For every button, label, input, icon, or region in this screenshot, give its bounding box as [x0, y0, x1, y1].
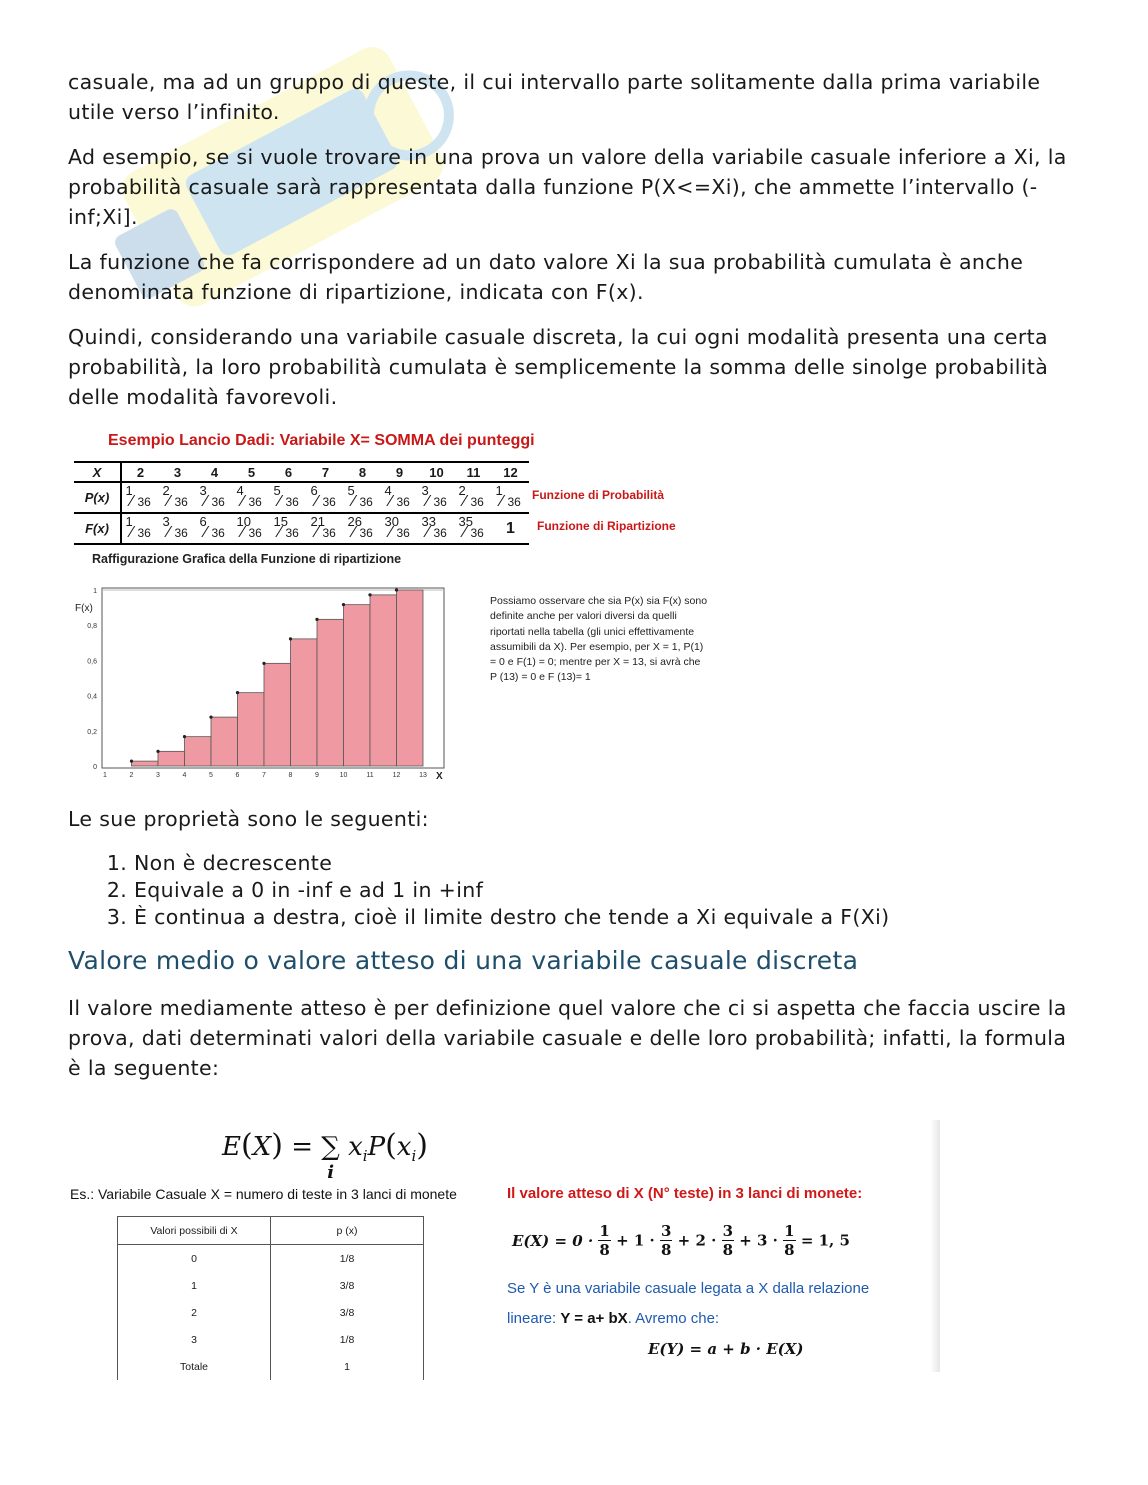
fraction-slash: ⁄: [204, 493, 208, 510]
properties-list: [68, 850, 890, 931]
cdf-point: [315, 618, 318, 621]
fraction-cell: [307, 482, 344, 513]
fraction-cell: [196, 482, 233, 513]
x-axis-label: X: [436, 771, 443, 782]
numerator: 2: [162, 483, 170, 498]
fx-header: F(x): [74, 513, 121, 544]
y-tick-label: 1: [93, 588, 97, 595]
x-value: 9: [381, 462, 418, 482]
fraction-slash: ⁄: [352, 524, 356, 541]
cdf-bar: [317, 619, 344, 766]
fraction-cell: [344, 513, 381, 544]
fraction: [161, 483, 195, 509]
denominator: 36: [285, 495, 299, 509]
cdf-point: [156, 750, 159, 753]
cdf-bar: [291, 639, 318, 766]
fraction-slash: ⁄: [315, 524, 319, 541]
x-tick-label: 8: [288, 772, 293, 779]
x-value: 6: [270, 462, 307, 482]
label-funzione-probabilita: Funzione di Probabilità: [532, 488, 664, 502]
list-item: 2. Equivale a 0 in -inf e ad 1 in +inf: [134, 877, 890, 904]
cdf-bar: [185, 737, 212, 766]
numerator: 6: [199, 514, 207, 529]
denominator: 36: [174, 495, 188, 509]
x-value: 3: [159, 462, 196, 482]
numerator: 2: [458, 483, 466, 498]
numerator: 5: [273, 483, 281, 498]
x-header: X: [74, 462, 121, 482]
x-value: 2: [121, 462, 159, 482]
x-value: 7: [307, 462, 344, 482]
panel-shadow: [930, 1120, 940, 1372]
list-item: 1. Non è decrescente: [134, 850, 890, 877]
cdf-point: [236, 691, 239, 694]
fraction-slash: ⁄: [167, 493, 171, 510]
table-cell: 1: [118, 1272, 271, 1299]
fraction-cell: [492, 482, 529, 513]
x-value: 12: [492, 462, 529, 482]
fraction: [346, 483, 380, 509]
fraction-cell: [455, 482, 492, 513]
cdf-bar: [397, 590, 424, 766]
fraction-cell: [159, 513, 196, 544]
paragraph-2: Ad esempio, se si vuole trovare in una prova un valore della variabile casuale inferiore a Xi, la probabilità casuale sarà rappresentata dalla funzione P(X<=Xi), che ammette l’intervallo (-inf;Xi].: [68, 145, 1067, 229]
denominator: 36: [137, 495, 151, 509]
fraction: [383, 483, 417, 509]
fraction: [272, 514, 306, 540]
fraction-cell: [455, 513, 492, 544]
fraction: [198, 514, 232, 540]
chart-title: Raffigurazione Grafica della Funzione di ripartizione: [92, 552, 402, 566]
paragraph-4: Quindi, considerando una variabile casuale discreta, la cui ogni modalità presenta una certa probabilità, la loro probabilità cumulata è semplicemente la somma delle sinolge probabilità delle modalità favorevoli.: [68, 325, 1049, 409]
y-tick-label: 0,6: [87, 658, 97, 666]
fraction: [124, 514, 158, 540]
denominator: 36: [137, 526, 151, 540]
paragraph-1: casuale, ma ad un gruppo di queste, il cui intervallo parte solitamente dalla prima variabile utile verso l’infinito.: [68, 70, 1041, 124]
term-p: P: [367, 1132, 386, 1162]
linear-text-a: lineare:: [507, 1310, 561, 1327]
y-tick-label: 0,8: [87, 623, 97, 631]
coin-header-p: p (x): [271, 1217, 424, 1245]
denominator: 36: [470, 495, 484, 509]
fraction-slash: ⁄: [500, 493, 504, 510]
y-axis-label: F(x): [75, 603, 93, 614]
denominator: 36: [211, 526, 225, 540]
cdf-bar: [158, 751, 185, 766]
fraction-cell: [159, 482, 196, 513]
paragraph-3: La funzione che fa corrispondere ad un dato valore Xi la sua probabilità cumulata è anche denominata funzione di ripartizione, indicata con F(x).: [68, 250, 1024, 304]
cdf-bar: [370, 595, 397, 766]
cdf-bar: [132, 761, 159, 766]
fraction-cell: [270, 513, 307, 544]
sum-index: i: [327, 1162, 335, 1183]
fraction-slash: ⁄: [130, 493, 134, 510]
x-value: 8: [344, 462, 381, 482]
denominator: 36: [433, 526, 447, 540]
fraction-slash: ⁄: [130, 524, 134, 541]
linear-relation-line2: [507, 1310, 719, 1327]
x-tick-label: 5: [209, 772, 213, 779]
denominator: 36: [285, 526, 299, 540]
linear-text-b: Y = a+ bX: [560, 1310, 628, 1327]
fraction-slash: ⁄: [352, 493, 356, 510]
cdf-bar: [238, 693, 265, 766]
fraction-slash: ⁄: [278, 493, 282, 510]
x-tick-label: 7: [262, 772, 266, 779]
px-header: P(x): [74, 482, 121, 513]
formula-equals: =: [291, 1132, 313, 1162]
fraction-cell: [233, 482, 270, 513]
fraction-slash: ⁄: [389, 524, 393, 541]
denominator: 36: [322, 526, 336, 540]
fraction-cell: [121, 513, 159, 544]
cdf-point: [130, 760, 133, 763]
fraction-slash: ⁄: [463, 524, 467, 541]
term-sub: i: [362, 1147, 368, 1166]
table-cell: 0: [118, 1245, 271, 1273]
numerator: 15: [273, 514, 288, 529]
x-value: 11: [455, 462, 492, 482]
linear-formula: E(Y) = a + b · E(X): [648, 1340, 804, 1358]
fraction-slash: ⁄: [278, 524, 282, 541]
table-cell: 1: [271, 1353, 424, 1380]
fraction-cell: [381, 513, 418, 544]
cdf-point: [395, 588, 398, 591]
y-tick-label: 0,2: [87, 728, 97, 736]
fraction-cell: [418, 482, 455, 513]
x-value: 5: [233, 462, 270, 482]
numerator: 35: [458, 514, 473, 529]
fraction-slash: ⁄: [463, 493, 467, 510]
fraction: [346, 514, 380, 540]
table-cell: 3/8: [271, 1272, 424, 1299]
cdf-bar: [264, 663, 291, 766]
chart-note: Possiamo osservare che sia P(x) sia F(x) sono definite anche per valori diversi da quelli riportati nella tabella (gli unici effettivamente assumibili da X). Per esempio, per X = 1, P(1) = 0 e F(1) = 0; mentre per X = 13, si avrà che P (13) = 0 e F (13)= 1: [490, 595, 708, 684]
list-item: 3. È continua a destra, cioè il limite destro che tende a Xi equivale a F(Xi): [134, 904, 890, 931]
cdf-point: [209, 716, 212, 719]
label-funzione-ripartizione: Funzione di Ripartizione: [537, 519, 676, 533]
calc-result: = 1, 5: [800, 1231, 850, 1250]
denominator: 36: [470, 526, 484, 540]
table-cell: 1/8: [271, 1326, 424, 1353]
fraction: [235, 483, 269, 509]
coin-example-caption: Es.: Variabile Casuale X = numero di teste in 3 lanci di monete: [70, 1186, 457, 1202]
table-cell: 3/8: [271, 1299, 424, 1326]
term-x2-sub: i: [411, 1147, 417, 1166]
cdf-chart: [72, 572, 442, 787]
fraction: [198, 483, 232, 509]
x-tick-label: 9: [315, 772, 319, 779]
dice-figure-title: Esempio Lancio Dadi: Variabile X= SOMMA dei punteggi: [108, 432, 535, 449]
cdf-point: [289, 637, 292, 640]
fraction-cell: [344, 482, 381, 513]
fraction: [235, 514, 269, 540]
cdf-point: [342, 603, 345, 606]
cdf-point: [368, 593, 371, 596]
denominator: 36: [396, 495, 410, 509]
numerator: 3: [162, 514, 170, 529]
fraction: [457, 483, 491, 509]
fraction: [309, 483, 343, 509]
fraction: [457, 514, 491, 540]
numerator: 5: [347, 483, 355, 498]
fraction-cell: [381, 482, 418, 513]
linear-relation-line1: Se Y è una variabile casuale legata a X dalla relazione: [507, 1280, 870, 1297]
x-tick-label: 4: [182, 772, 187, 779]
x-value: 4: [196, 462, 233, 482]
fraction: [383, 514, 417, 540]
cdf-bar: [344, 605, 371, 766]
expected-value-formula: E(X) = ∑ i $x_iP(x_i)$: [222, 1128, 428, 1183]
fraction-cell: [233, 513, 270, 544]
fraction: [420, 514, 454, 540]
denominator: 36: [248, 526, 262, 540]
x-value: 10: [418, 462, 455, 482]
fraction-slash: ⁄: [241, 524, 245, 541]
term-x: x: [348, 1132, 363, 1162]
calc-lhs: E(X) = 0 ·: [512, 1231, 594, 1250]
fraction-slash: ⁄: [204, 524, 208, 541]
expected-value-title: Il valore atteso di X (N° teste) in 3 lanci di monete:: [507, 1185, 863, 1202]
coin-table: [117, 1216, 424, 1380]
fraction-slash: ⁄: [426, 524, 430, 541]
x-tick-label: 2: [129, 772, 134, 779]
paragraph-5: Le sue proprietà sono le seguenti:: [68, 807, 429, 831]
numerator: 4: [236, 483, 244, 498]
denominator: 36: [322, 495, 336, 509]
fx-last-value: 1: [492, 513, 529, 544]
fraction-cell: [418, 513, 455, 544]
dice-table-wrap: [74, 461, 529, 545]
fraction-cell: [121, 482, 159, 513]
denominator: 36: [248, 495, 262, 509]
fraction-slash: ⁄: [315, 493, 319, 510]
x-tick-label: 13: [419, 772, 427, 779]
x-tick-label: 12: [392, 772, 401, 779]
denominator: 36: [359, 495, 373, 509]
numerator: 30: [384, 514, 399, 529]
fraction: [494, 483, 528, 509]
table-cell: 3: [118, 1326, 271, 1353]
fraction-cell: [270, 482, 307, 513]
table-cell: Totale: [118, 1353, 271, 1380]
section-heading: Valore medio o valore atteso di una variabile casuale discreta: [68, 946, 859, 975]
fraction-cell: [307, 513, 344, 544]
numerator: 26: [347, 514, 362, 529]
denominator: 36: [174, 526, 188, 540]
fraction: [161, 514, 195, 540]
numerator: 21: [310, 514, 325, 529]
fraction-slash: ⁄: [167, 524, 171, 541]
fraction-cell: [196, 513, 233, 544]
numerator: 1: [125, 514, 133, 529]
fraction: [124, 483, 158, 509]
fraction: [272, 483, 306, 509]
fraction-slash: ⁄: [389, 493, 393, 510]
x-tick-label: 3: [156, 772, 160, 779]
sum-symbol: ∑: [321, 1132, 340, 1162]
y-tick-label: 0: [93, 764, 97, 771]
fraction-slash: ⁄: [241, 493, 245, 510]
fraction: [420, 483, 454, 509]
numerator: 3: [421, 483, 429, 498]
y-tick-label: 0,4: [87, 693, 97, 701]
formula-x: X: [252, 1132, 272, 1162]
denominator: 36: [396, 526, 410, 540]
denominator: 36: [507, 495, 521, 509]
x-tick-label: 10: [339, 772, 348, 779]
term-x2: x: [396, 1132, 412, 1162]
cdf-point: [183, 735, 186, 738]
numerator: 1: [495, 483, 503, 498]
denominator: 36: [433, 495, 447, 509]
numerator: 3: [199, 483, 207, 498]
dice-table: [74, 461, 529, 545]
numerator: 6: [310, 483, 318, 498]
denominator: 36: [211, 495, 225, 509]
numerator: 1: [125, 483, 133, 498]
table-cell: 2: [118, 1299, 271, 1326]
linear-text-c: . Avremo che:: [627, 1310, 720, 1327]
numerator: 33: [421, 514, 436, 529]
fraction-slash: ⁄: [426, 493, 430, 510]
cdf-point: [262, 662, 265, 665]
numerator: 4: [384, 483, 392, 498]
x-tick-label: 1: [103, 772, 107, 779]
formula-e: E: [222, 1132, 241, 1162]
table-cell: 1/8: [271, 1245, 424, 1273]
coin-header-x: Valori possibili di X: [118, 1217, 271, 1245]
fraction: [309, 514, 343, 540]
x-tick-label: 11: [366, 772, 374, 779]
numerator: 10: [236, 514, 251, 529]
cdf-bar: [211, 717, 238, 766]
x-tick-label: 6: [235, 772, 240, 779]
paragraph-6: Il valore mediamente atteso è per definizione quel valore che ci si aspetta che faccia uscire la prova, dati determinati valori della variabile casuale e delle loro probabilità; infatti, la formula è la seguente:: [68, 996, 1067, 1080]
expected-value-calculation: E(X) = 0 · $\frac{1}{8}$ + 1 · $\frac{3}{8}$ + 2 · $\frac{3}{8}$ + 3 · $\frac{1}{8}$ = 1, 5: [512, 1222, 850, 1259]
denominator: 36: [359, 526, 373, 540]
